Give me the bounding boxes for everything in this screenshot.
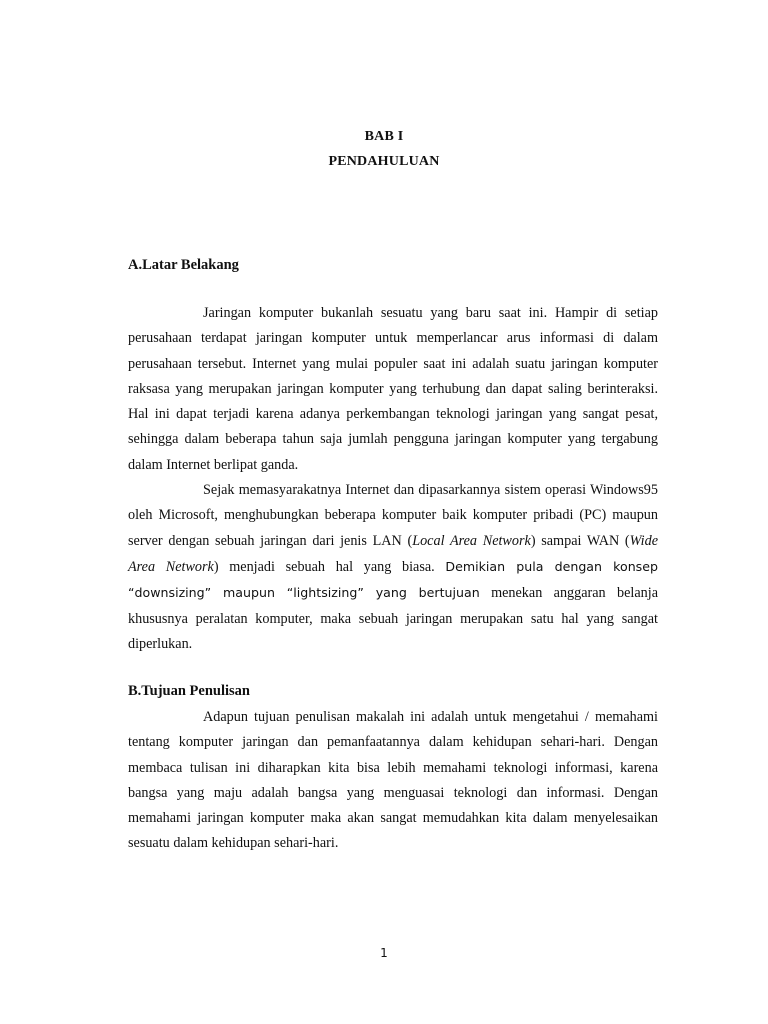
chapter-label: BAB I	[364, 129, 404, 144]
section-heading-latar-belakang: A.Latar Belakang	[128, 257, 239, 273]
text-segment: Sejak memasyarakatnya Internet dan dipasarkannya sistem operasi Windows95 oleh Microsoft, menghubungkan beberapa komputer baik komputer pribadi (PC) maupun server dengan sebuah jaringan dari jenis LAN (	[128, 482, 658, 549]
italic-term-lan: Local Area Network	[412, 532, 531, 549]
text-segment: menekan anggaran belanja khususnya peralatan komputer, maka sebuah jaringan merupakan satu hal yang sangat diperlukan.	[128, 585, 658, 652]
text-segment: ) sampai WAN (	[530, 532, 630, 549]
section-body-latar-belakang	[128, 301, 658, 657]
paragraph: Adapun tujuan penulisan makalah ini adalah untuk mengetahui / memahami tentang komputer jaringan dan pemanfaatannya dalam kehidupan sehari-hari. Dengan membaca tulisan ini diharapkan kita bisa lebih memahami teknologi informasi, karena bangsa yang maju adalah bangsa yang menguasai teknologi dan informasi. Dengan memahami jaringan komputer maka akan sangat memudahkan kita dalam menyelesaikan sesuatu dalam kehidupan sehari-hari.	[128, 709, 658, 852]
chapter-title: PENDAHULUAN	[328, 154, 440, 169]
section-heading-tujuan-penulisan: B.Tujuan Penulisan	[128, 683, 250, 699]
text-segment: ) menjadi sebuah hal yang biasa.	[213, 558, 446, 575]
text-segment-alt-font: Demikian pula dengan konsep “downsizing” maupun “lightsizing” yang bertujuan	[128, 558, 658, 601]
page-number: 1	[380, 946, 388, 960]
paragraph: Jaringan komputer bukanlah sesuatu yang baru saat ini. Hampir di setiap perusahaan terdapat jaringan komputer untuk memperlancar arus informasi di dalam perusahaan tersebut. Internet yang mulai populer saat ini adalah suatu jaringan komputer raksasa yang merupakan jaringan komputer yang terhubung dan dapat saling berinteraksi. Hal ini dapat terjadi karena adanya perkembangan teknologi jaringan yang sangat pesat, sehingga dalam beberapa tahun saja jumlah pengguna jaringan komputer yang tergabung dalam Internet berlipat ganda.	[128, 305, 658, 473]
section-body-tujuan-penulisan	[128, 705, 658, 857]
paragraph	[128, 478, 658, 657]
italic-term-wan: Wide Area Network	[128, 532, 658, 575]
